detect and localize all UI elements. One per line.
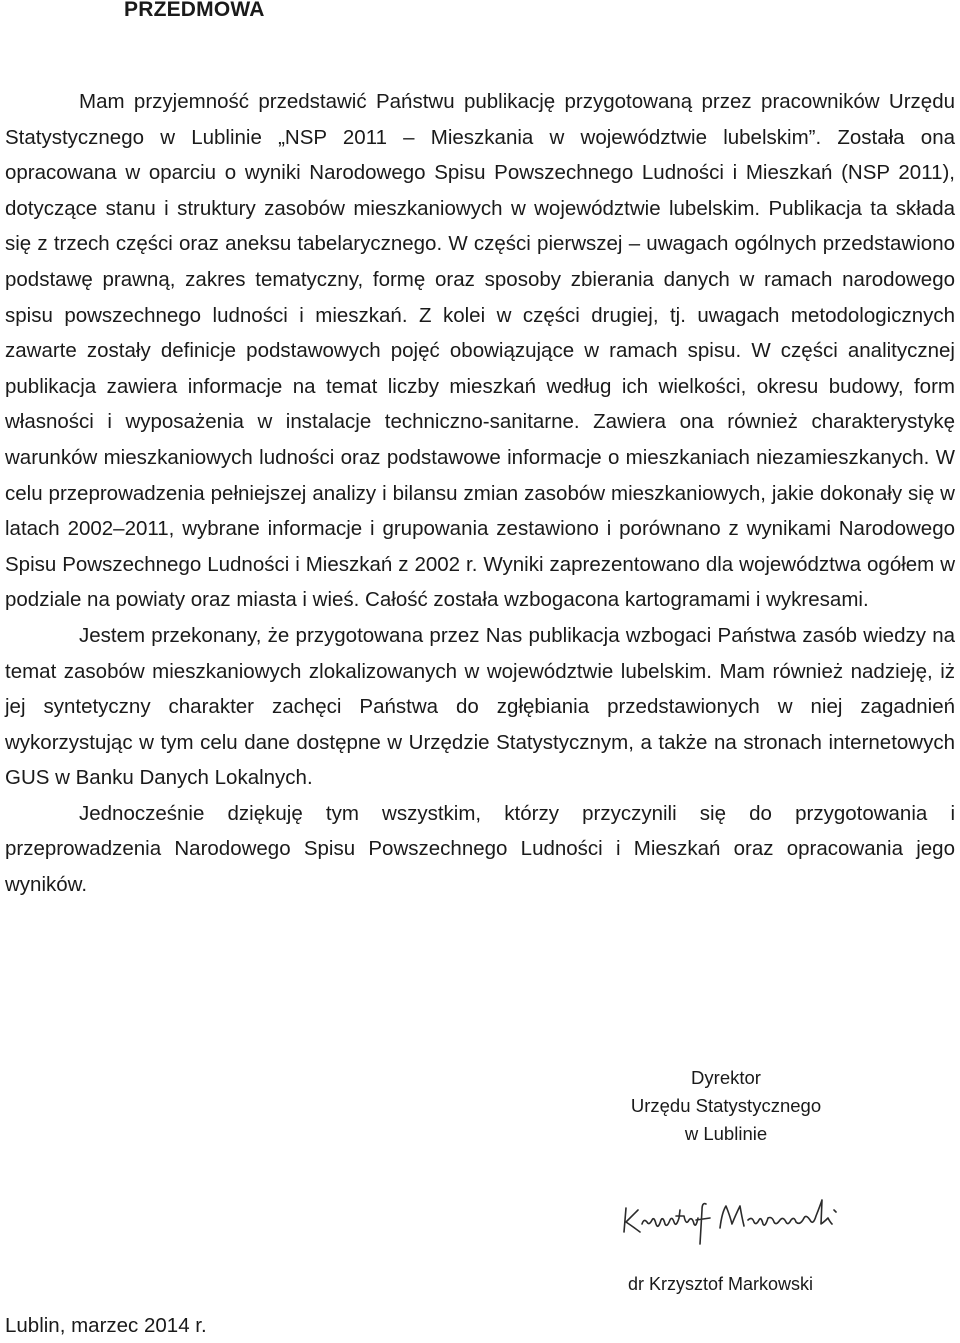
signature-city-line: w Lublinie	[684, 1123, 768, 1144]
place-and-date: Lublin, marzec 2014 r.	[5, 1314, 207, 1337]
signature-office-line: Urzędu Statystycznego	[630, 1095, 822, 1116]
document-body	[5, 84, 955, 903]
handwritten-signature	[616, 1186, 848, 1246]
paragraph-2: Jestem przekonany, że przygotowana przez Nas publikacja wzbogaci Państwa zasób wiedzy na temat zasobów mieszkaniowych zlokalizowanych w województwie lubelskim. Mam również nadzieję, iż jej syntetyczny charakter zachęci Państwa do zgłębiania przedstawionych w niej zagadnień wykorzystując w tym celu dane dostępne w Urzędzie Statystycznym, a także na stronach internetowych GUS w Banku Danych Lokalnych.	[5, 623, 955, 790]
signer-name: dr Krzysztof Markowski	[628, 1274, 814, 1294]
paragraph-1: Mam przyjemność przedstawić Państwu publikację przygotowaną przez pracowników Urzędu Statystycznego w Lublinie „NSP 2011 – Mieszkania w województwie lubelskim”. Została ona opracowana w oparciu o wyniki Narodowego Spisu Powszechnego Ludności i Mieszkań (NSP 2011), dotyczące stanu i struktury zasobów mieszkaniowych w województwie lubelskim. Publikacja ta składa się z trzech części oraz aneksu tabelarycznego. W części pierwszej – uwagach ogólnych przedstawiono podstawę prawną, zakres tematyczny, formę oraz sposoby zbierania danych w ramach narodowego spisu powszechnego ludności i mieszkań. Z kolei w części drugiej, tj. uwagach metodologicznych zawarte zostały definicje podstawowych pojęć obowiązujące w ramach spisu. W części analitycznej publikacja zawiera informacje na temat liczby mieszkań według ich wielkości, okresu budowy, form własności i wyposażenia w instalacje techniczno-sanitarne. Zawiera ona również charakterystykę warunków mieszkaniowych ludności oraz podstawowe informacje o mieszkaniach niezamieszkanych. W celu przeprowadzenia pełniejszej analizy i bilansu zmian zasobów mieszkaniowych, jakie dokonały się w latach 2002–2011, wybrane informacje i grupowania zestawiono i porównano z wynikami Narodowego Spisu Powszechnego Ludności i Mieszkań z 2002 r. Wyniki zaprezentowano dla województwa ogółem w podziale na powiaty oraz miasta i wieś. Całość została wzbogacona kartogramami i wykresami.	[5, 90, 955, 612]
page-title: PRZEDMOWA	[124, 0, 265, 21]
signature-title-line: Dyrektor	[691, 1067, 761, 1088]
signature-block	[600, 1064, 852, 1148]
paragraph-3: Jednocześnie dziękuję tym wszystkim, którzy przyczynili się do przygotowania i przeprowadzenia Narodowego Spisu Powszechnego Ludności i Mieszkań oraz opracowania jego wyników.	[5, 801, 955, 897]
